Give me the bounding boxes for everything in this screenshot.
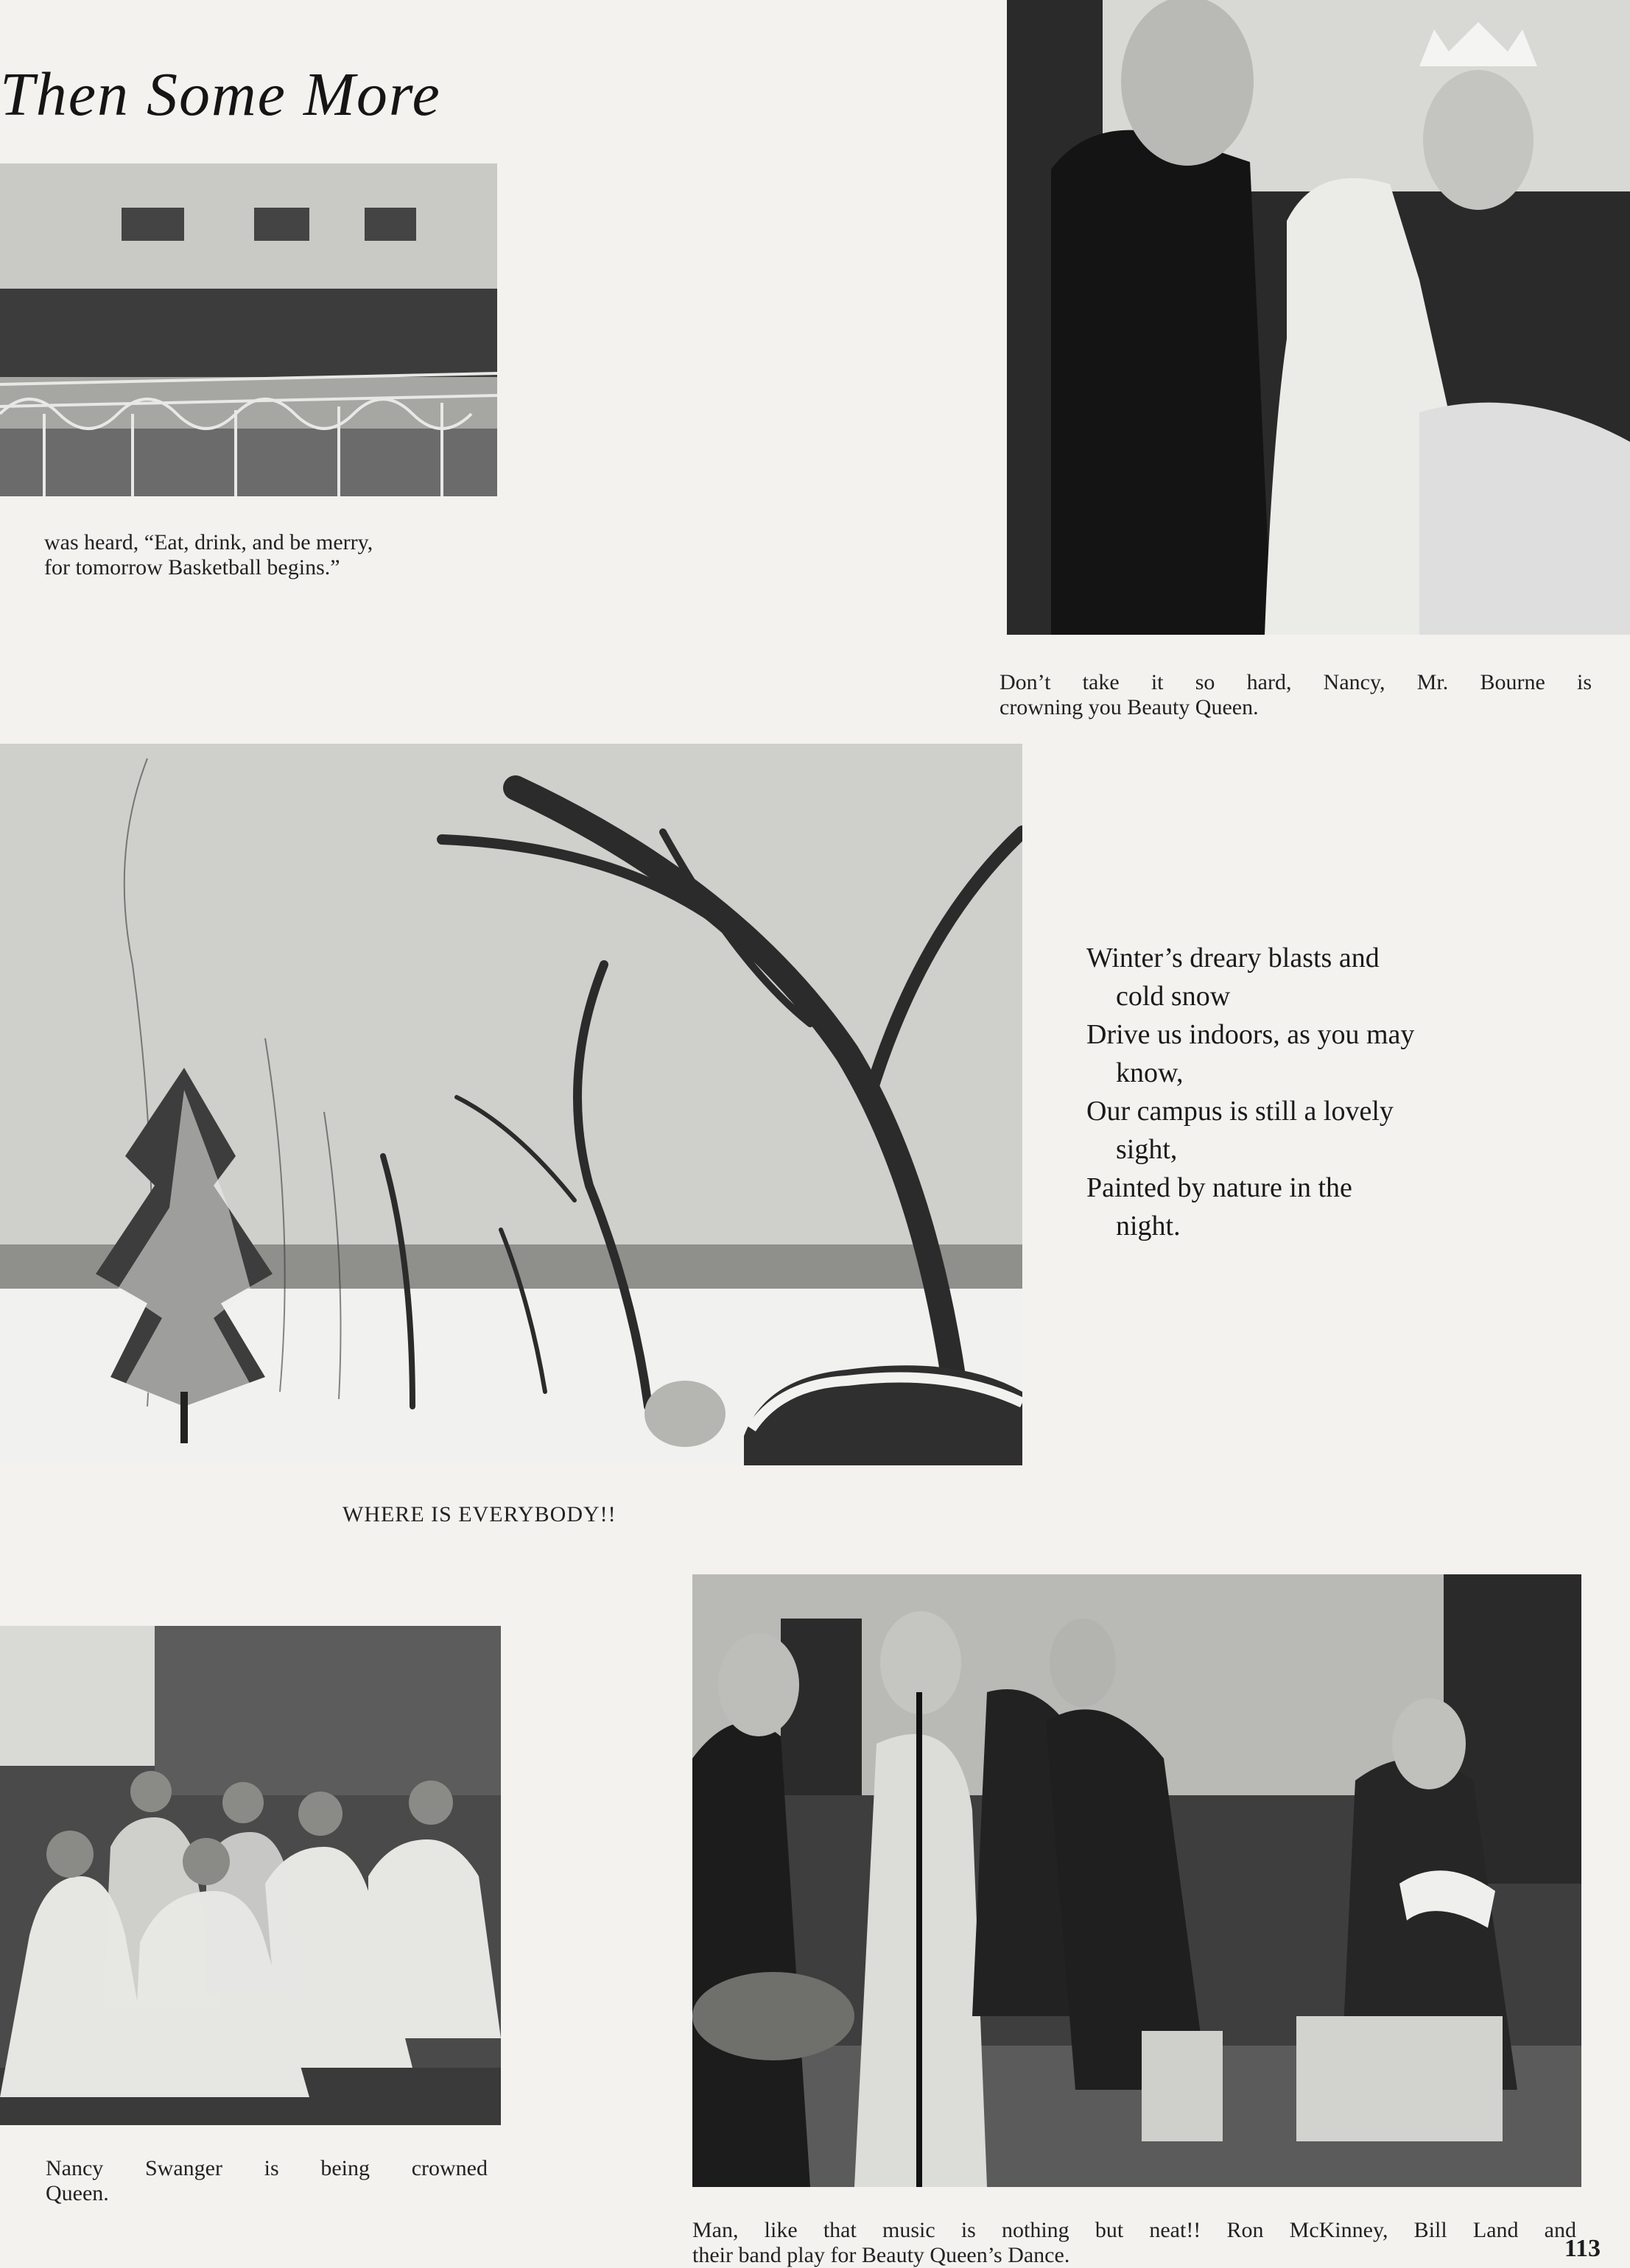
- poem-line: Winter’s dreary blasts and: [1086, 943, 1380, 973]
- crowning-caption: [1000, 670, 1592, 695]
- queens-court-caption-2: [46, 2181, 488, 2206]
- snow-caption: WHERE IS EVERYBODY!!: [342, 1502, 616, 1526]
- poem-line: cold snow: [1116, 981, 1231, 1012]
- poem-line: Painted by nature in the: [1086, 1172, 1352, 1203]
- queens-court-caption-line2: Queen.: [46, 2181, 109, 2205]
- band-caption: [692, 2218, 1576, 2243]
- banquet-caption: [44, 530, 486, 580]
- band-caption-2: [692, 2243, 1576, 2268]
- crowning-photo: [1007, 0, 1630, 635]
- crowning-caption-2: [1000, 695, 1592, 720]
- banquet-caption-line2: for tomorrow Basketball begins.”: [44, 555, 340, 580]
- queens-court-photo: [0, 1626, 501, 2125]
- poem-line: know,: [1116, 1057, 1184, 1088]
- snow-campus-photo: [0, 744, 1022, 1465]
- banquet-photo: [0, 163, 497, 496]
- band-caption-line1: Man, like that music is nothing but neat!! Ron McKinney, Bill Land and: [692, 2218, 1576, 2242]
- band-caption-line2: their band play for Beauty Queen’s Dance.: [692, 2243, 1070, 2267]
- queens-court-caption-line1: Nancy Swanger is being crowned: [46, 2156, 488, 2180]
- crowning-caption-line1: Don’t take it so hard, Nancy, Mr. Bourne is: [1000, 670, 1592, 694]
- page-title: Then Some More: [0, 60, 441, 129]
- page-number: 113: [1564, 2235, 1601, 2262]
- poem-line: Drive us indoors, as you may: [1086, 1019, 1415, 1050]
- queens-court-caption: [46, 2156, 488, 2181]
- banquet-caption-line1: was heard, “Eat, drink, and be merry,: [44, 530, 373, 554]
- band-photo: [692, 1574, 1581, 2187]
- poem-line: night.: [1116, 1211, 1181, 1242]
- poem-line: Our campus is still a lovely: [1086, 1096, 1394, 1127]
- crowning-caption-line2: crowning you Beauty Queen.: [1000, 695, 1259, 719]
- poem-line: sight,: [1116, 1134, 1178, 1165]
- winter-poem: [1086, 939, 1499, 1245]
